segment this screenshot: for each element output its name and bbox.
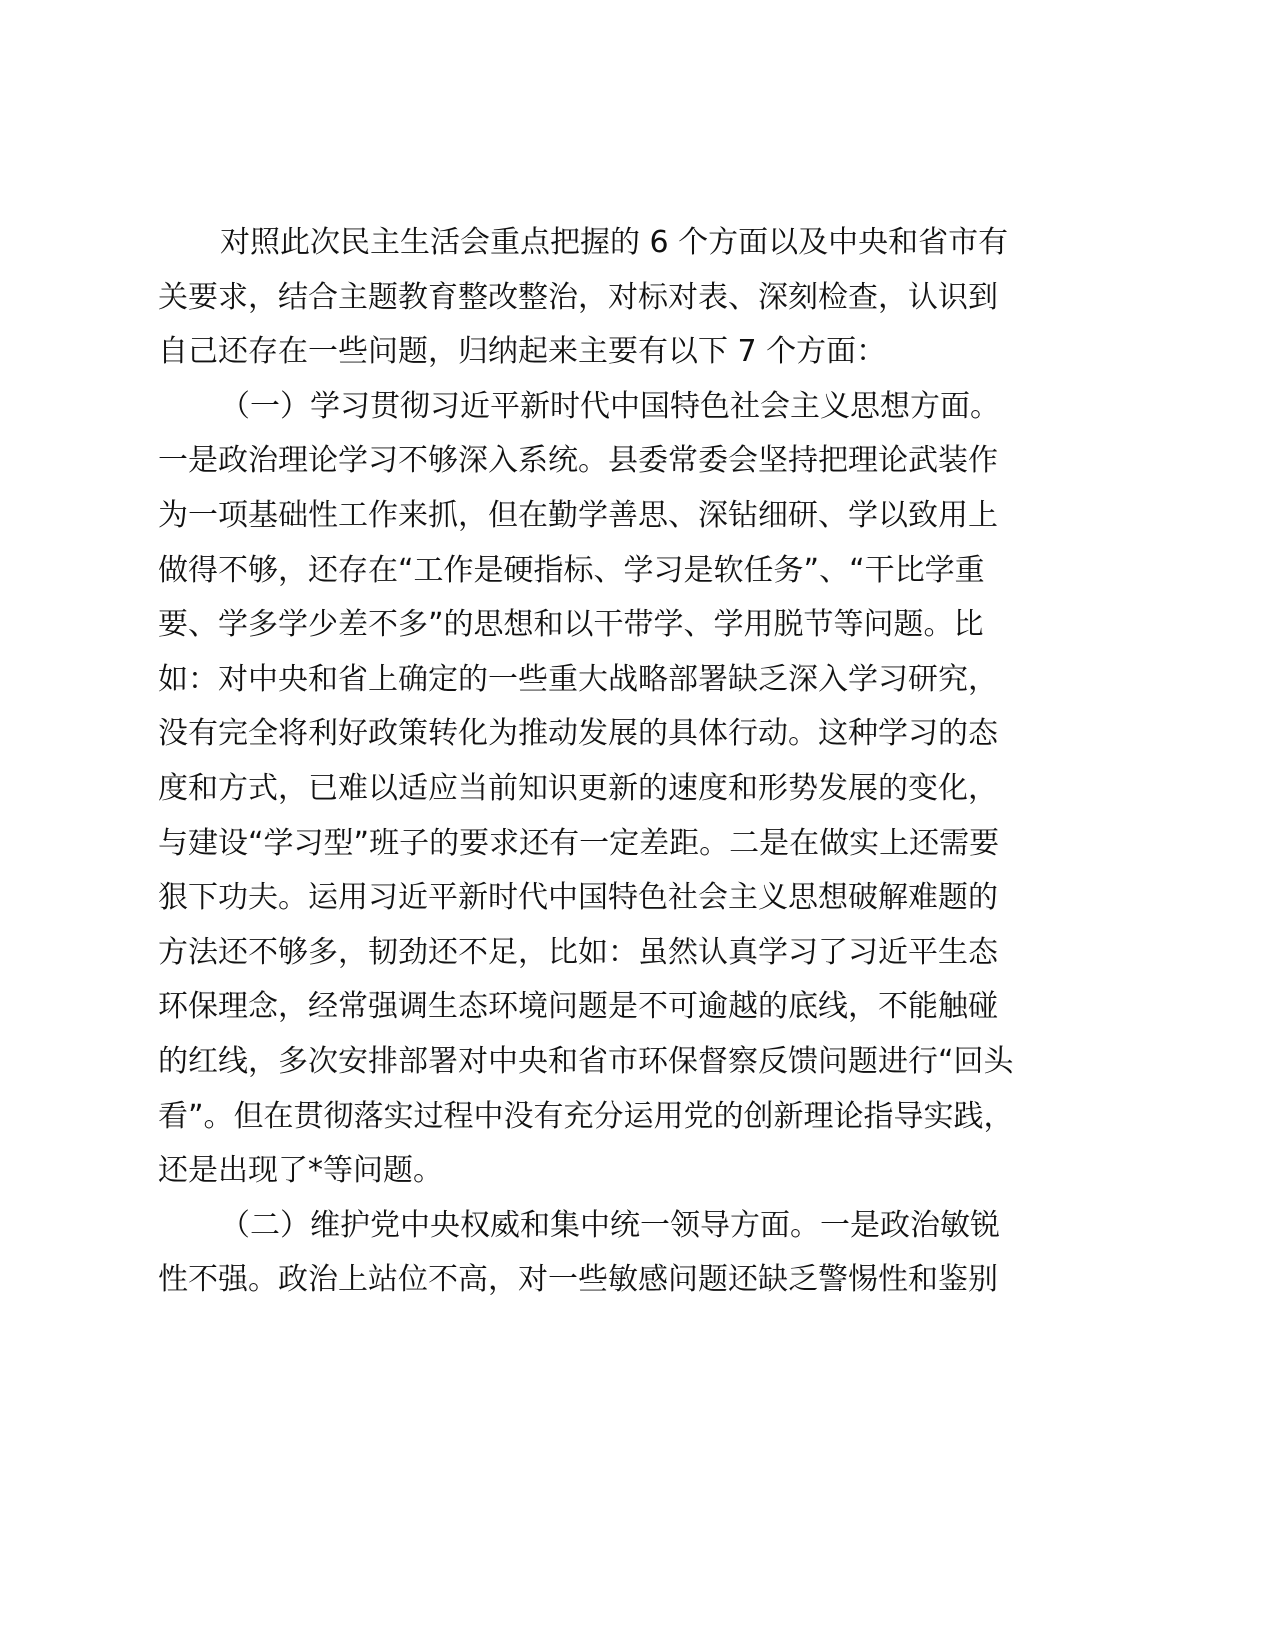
paragraph-line: 一是政治理论学习不够深入系统。县委常委会坚持把理论武装作	[158, 443, 998, 479]
paragraph-line: 对照此次民主生活会重点把握的 6 个方面以及中央和省市有	[220, 225, 1009, 260]
paragraph-line: 为一项基础性工作来抓，但在勤学善思、深钻细研、学以致用上	[158, 497, 998, 533]
paragraph-line: 度和方式，已难以适应当前知识更新的速度和形势发展的变化，	[158, 770, 998, 806]
paragraph-line: 方法还不够多，韧劲还不足，比如：虽然认真学习了习近平生态	[158, 934, 998, 970]
paragraph-line: 的红线，多次安排部署对中央和省市环保督察反馈问题进行“回头	[158, 1043, 1014, 1079]
paragraph-line: 性不强。政治上站位不高，对一些敏感问题还缺乏警惕性和鉴别	[158, 1262, 998, 1298]
body-text	[158, 216, 1068, 1308]
paragraph-line: 自己还存在一些问题，归纳起来主要有以下 7 个方面：	[158, 334, 887, 370]
paragraph-line: 还是出现了*等问题。	[158, 1153, 443, 1189]
section-heading-line: （一）学习贯彻习近平新时代中国特色社会主义思想方面。	[220, 388, 1000, 424]
paragraph-line: 如：对中央和省上确定的一些重大战略部署缺乏深入学习研究，	[158, 661, 998, 697]
paragraph-line: 看”。但在贯彻落实过程中没有充分运用党的创新理论指导实践，	[158, 1098, 1014, 1134]
paragraph-line: 没有完全将利好政策转化为推动发展的具体行动。这种学习的态	[158, 716, 998, 752]
paragraph-line: 要、学多学少差不多”的思想和以干带学、学用脱节等问题。比	[158, 607, 984, 643]
paragraph-line: 环保理念，经常强调生态环境问题是不可逾越的底线，不能触碰	[158, 989, 998, 1025]
section-heading-line: （二）维护党中央权威和集中统一领导方面。一是政治敏锐	[220, 1207, 1000, 1243]
paragraph-line: 做得不够，还存在“工作是硬指标、学习是软任务”、“干比学重	[158, 552, 985, 588]
paragraph-line: 与建设“学习型”班子的要求还有一定差距。二是在做实上还需要	[158, 825, 1000, 861]
paragraph-line: 狠下功夫。运用习近平新时代中国特色社会主义思想破解难题的	[158, 880, 998, 916]
paragraph-line: 关要求，结合主题教育整改整治，对标对表、深刻检查，认识到	[158, 279, 998, 315]
